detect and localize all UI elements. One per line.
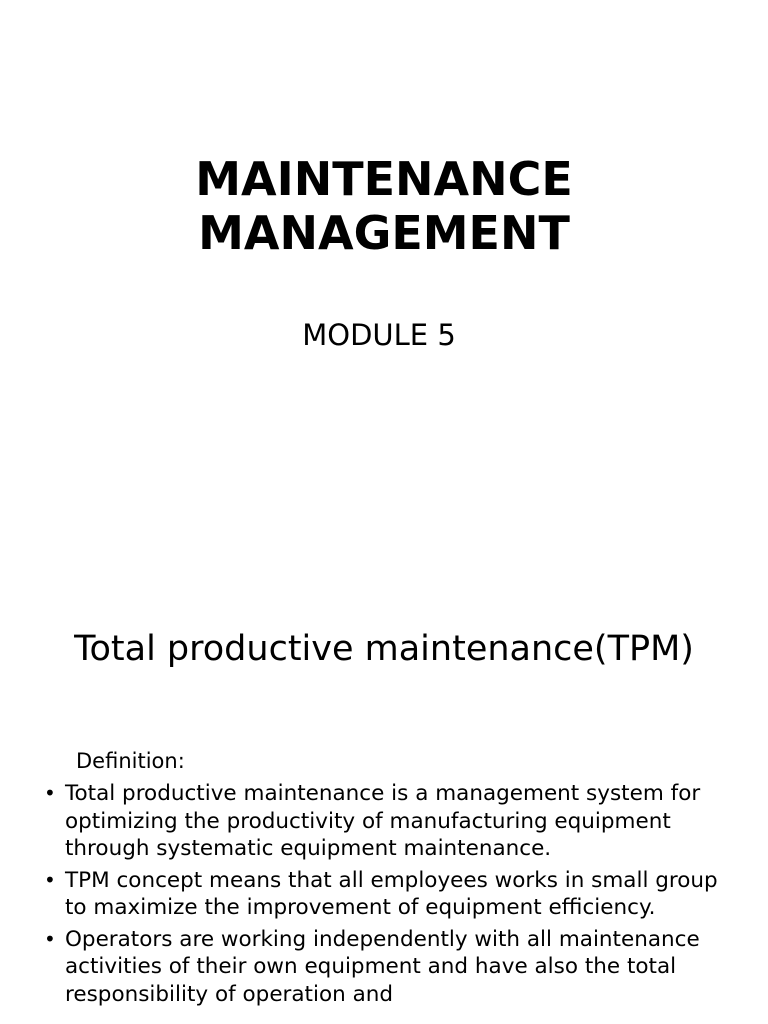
slide-title bbox=[0, 152, 768, 260]
bullet-item bbox=[44, 867, 734, 922]
definition-label: Definition: bbox=[76, 749, 185, 773]
bullet-icon: • bbox=[44, 867, 56, 892]
content-slide-title: Total productive maintenance(TPM) bbox=[74, 629, 694, 669]
slide-subtitle: MODULE 5 bbox=[302, 318, 456, 352]
content-slide bbox=[0, 576, 768, 1024]
bullet-item bbox=[44, 780, 734, 863]
bullet-text: Operators are working independently with all maintenance activities of their own equipment and have also the total responsibility of operation and bbox=[65, 926, 700, 1007]
bullet-text: Total productive maintenance is a management system for optimizing the productivity of manufacturing equipment through systematic equipment maintenance. bbox=[65, 781, 701, 861]
bullet-icon: • bbox=[44, 926, 56, 951]
bullet-icon: • bbox=[44, 781, 56, 805]
slide-title-line-2: MANAGEMENT bbox=[198, 206, 570, 260]
bullet-list bbox=[44, 780, 734, 1012]
bullet-text: TPM concept means that all employees works in small group to maximize the improvement of equipment efficiency. bbox=[65, 867, 718, 920]
bullet-item bbox=[44, 926, 734, 1009]
slide-title-line-1: MAINTENANCE bbox=[195, 152, 573, 206]
